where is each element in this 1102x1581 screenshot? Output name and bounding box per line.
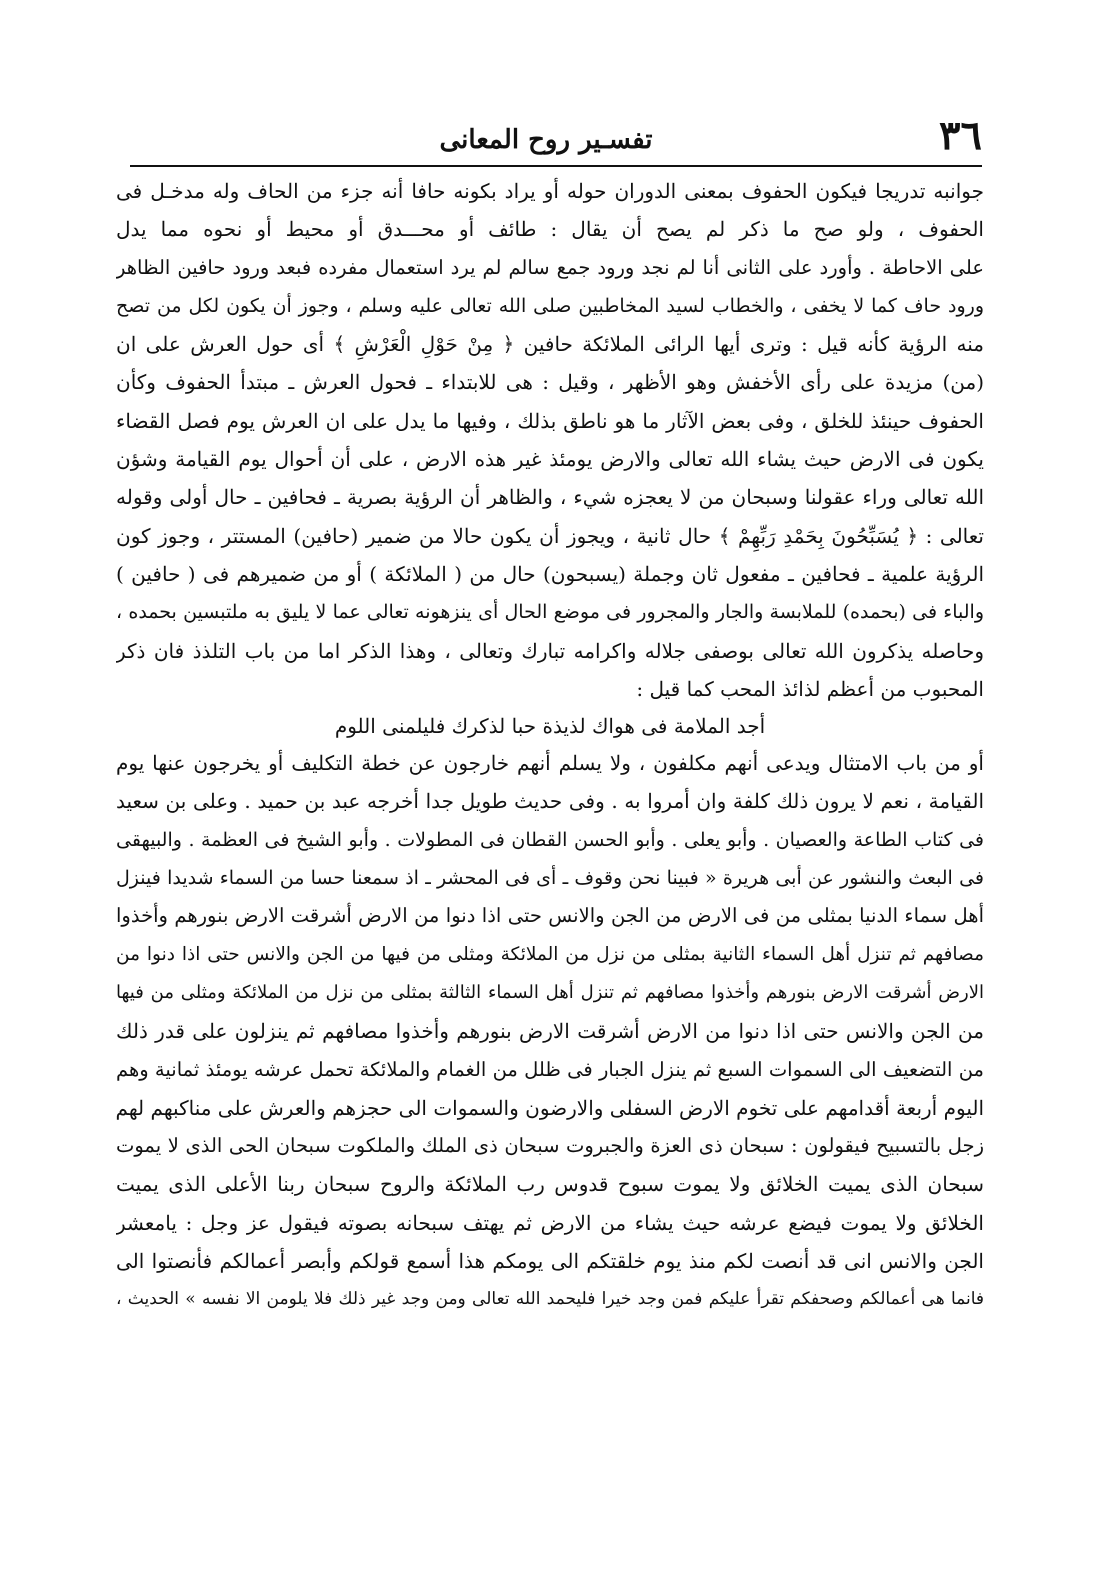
text-line: أو من باب الامتثال ويدعى أنهم مكلفون ، ولا يسلم أنهم خارجون عن خطة التكليف أو يخرجون عنها يوم <box>116 751 984 776</box>
text-line: منه الرؤية كأنه قيل : وترى أيها الرائى الملائكة حافين ﴿ مِنْ حَوْلِ الْعَرْشِ ﴾ أى حول العرش على ان <box>116 332 984 357</box>
text-line: اليوم أربعة أقدامهم على تخوم الارض السفلى والارضون والسموات الى حجزهم والعرش على مناكبهم لهم <box>116 1095 984 1120</box>
poetry-verse: أجد الملامة فى هواك لذيذة حبا لذكرك فليلمنى اللوم <box>334 714 766 739</box>
text-line: تعالى : ﴿ يُسَبِّحُونَ بِحَمْدِ رَبِّهِمْ ﴾ حال ثانية ، ويجوز أن يكون حالا من ضمير (حافين) المستتر ، وجوز كون <box>116 523 984 548</box>
text-line: سبحان الذى يميت الخلائق ولا يموت سبوح قدوس رب الملائكة والروح سبحان ربنا الأعلى الذى يميت <box>116 1172 984 1197</box>
text-line: المحبوب من أعظم لذائذ المحب كما قيل : <box>636 676 984 701</box>
text-line: ورود حاف كما لا يخفى ، والخطاب لسيد المخاطبين صلى الله تعالى عليه وسلم ، وجوز أن يكون لكل من تصح <box>116 294 984 317</box>
text-line: (من) مزيدة على رأى الأخفش وهو الأظهر ، وقيل : هى للابتداء ـ فحول العرش ـ مبتدأ الحفوف وكأن <box>116 370 984 395</box>
text-line: فانما هى أعمالكم وصحفكم تقرأ عليكم فمن وجد خيرا فليحمد الله تعالى ومن وجد غير ذلك فلا يلومن الا نفسه » الحديث ، <box>116 1289 984 1310</box>
text-line: فى كتاب الطاعة والعصيان . وأبو يعلى . وأبو الحسن القطان فى المطولات . وأبو الشيخ فى العظمة . والبيهقى <box>116 828 984 851</box>
page-header <box>110 110 982 166</box>
text-line: الجن والانس انى قد أنصت لكم منذ يوم خلقتكم الى يومكم هذا أسمع قولكم وأبصر أعمالكم فأنصتوا الى <box>116 1249 984 1274</box>
text-line: الحفوف ، ولو صح ما ذكر لم يصح أن يقال : طائف أو محـــدق أو محيط أو نحوه مما يدل <box>116 217 984 242</box>
text-line: الخلائق ولا يموت فيضع عرشه حيث يشاء من الارض ثم يهتف سبحانه بصوته فيقول عز وجل : يامعشر <box>116 1210 984 1235</box>
text-line: من الجن والانس حتى اذا دنوا من الارض أشرقت الارض بنورهم وأخذوا مصافهم ثم ينزلون على قدر ذلك <box>116 1019 984 1044</box>
text-line: الحفوف حينئذ للخلق ، وفى بعض الآثار ما هو ناطق بذلك ، وفيها ما يدل على ان العرش يوم فصل القضاء <box>116 408 984 433</box>
running-title: تفسـير روح المعانى <box>439 125 653 155</box>
text-line: من التضعيف الى السموات السبع ثم ينزل الجبار فى ظلل من الغمام والملائكة تحمل عرشه يومئذ ثمانية وهم <box>116 1057 984 1081</box>
header-rule <box>130 165 982 167</box>
text-line: زجل بالتسبيح فيقولون : سبحان ذى العزة والجبروت سبحان ذى الملك والملكوت سبحان الحى الذى لا يموت <box>116 1134 984 1158</box>
text-line: جوانبه تدريجا فيكون الحفوف بمعنى الدوران حوله أو يراد بكونه حافا أنه جزء من الحاف وله مدخـل فى <box>116 179 984 203</box>
text-line: مصافهم ثم تنزل أهل السماء الثانية بمثلى من نزل من الملائكة ومثلى من فيها من الجن والانس حتى اذا دنوا من <box>116 943 984 965</box>
text-line: الارض أشرقت الارض بنورهم وأخذوا مصافهم ثم تنزل أهل السماء الثالثة بمثلى من نزل من الملائكة ومثلى من فيها <box>116 981 984 1003</box>
text-line: أهل سماء الدنيا بمثلى من فى الارض من الجن والانس حتى اذا دنوا من الارض أشرقت الارض بنورهم وأخذوا <box>116 904 984 928</box>
text-line: القيامة ، نعم لا يرون ذلك كلفة وان أمروا به . وفى حديث طويل جدا أخرجه عبد بن حميد . وعلى بن سعيد <box>116 789 984 814</box>
text-line: والباء فى (بحمده) للملابسة والجار والمجرور فى موضع الحال أى ينزهونه تعالى عما لا يليق به ملتبسين بحمده ، <box>116 601 984 624</box>
page-number: ٣٦ <box>939 112 982 159</box>
text-line: فى البعث والنشور عن أبى هريرة « فبينا نحن وقوف ـ أى فى المحشر ـ اذ سمعنا حسا من السماء شديدا فينزل <box>116 867 984 890</box>
body-text <box>116 172 984 1319</box>
text-line: على الاحاطة . وأورد على الثانى أنا لم نجد ورود جمع سالم لم يرد استعمال مفرده فبعد ورود حافين الظاهر <box>116 255 984 279</box>
text-line: وحاصله يذكرون الله تعالى بوصفى جلاله واكرامه تبارك وتعالى ، وهذا الذكر اما من باب التلذذ فان ذكر <box>116 638 984 663</box>
text-line: الرؤية علمية ـ فحافين ـ مفعول ثان وجملة (يسبحون) حال من ( الملائكة ) أو من ضميرهم فى ( حافين ) <box>116 561 984 586</box>
text-line: يكون فى الارض حيث يشاء الله تعالى والارض يومئذ غير هذه الارض ، على أن أحوال يوم القيامة وشؤن <box>116 447 984 472</box>
text-line: الله تعالى وراء عقولنا وسبحان من لا يعجزه شيء ، والظاهر أن الرؤية بصرية ـ فحافين ـ حال أولى وقوله <box>116 485 984 510</box>
